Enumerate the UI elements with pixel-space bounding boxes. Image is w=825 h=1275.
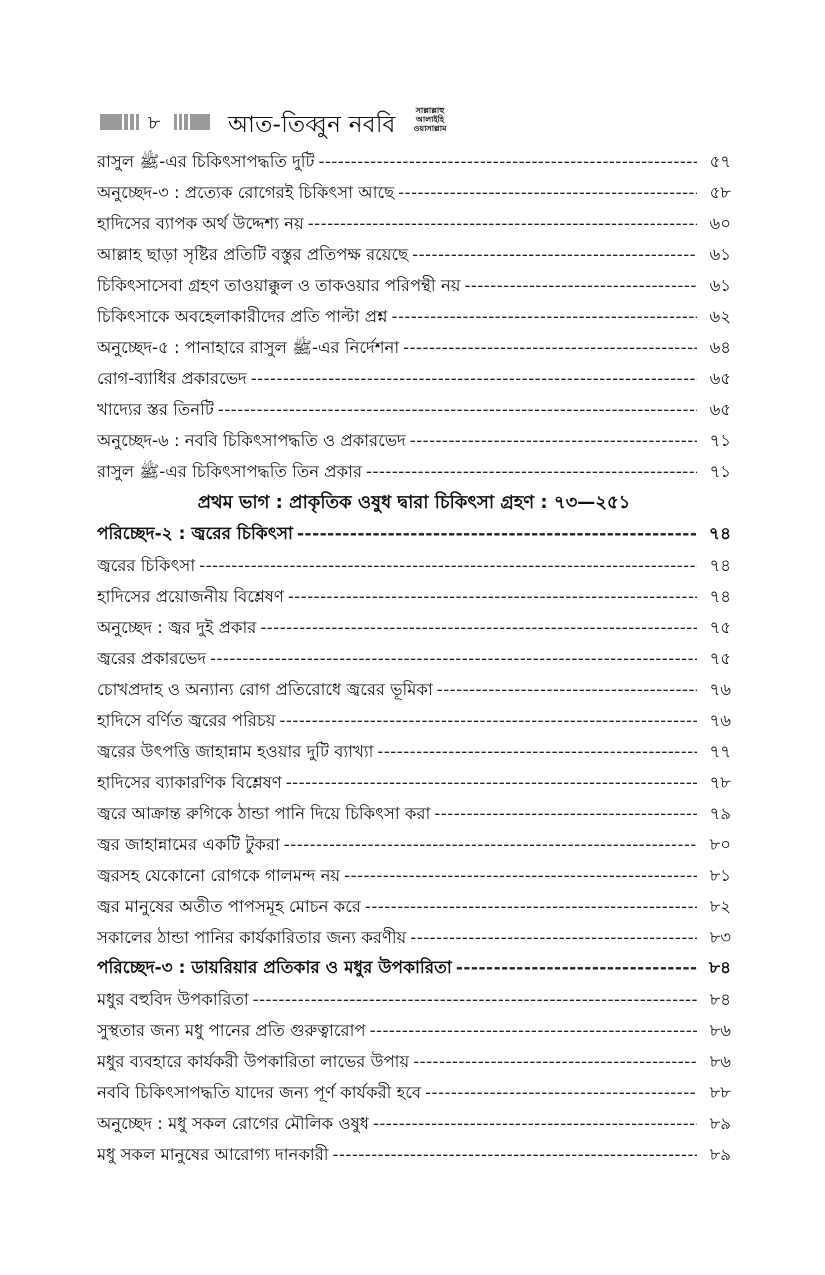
toc-entry-title: মধুর ব্যবহারে কার্যকরী উপকারিতা লাভের উপায় — [97, 1052, 410, 1071]
dash-leader — [297, 519, 697, 550]
toc-page-number: ৮১ — [709, 866, 731, 885]
dash-leader — [403, 332, 697, 363]
dash-leader — [344, 860, 697, 891]
toc-entry-title: অনুচ্ছেদ : জ্বর দুই প্রকার — [97, 618, 257, 637]
toc-page-number: ৮৬ — [709, 1021, 731, 1040]
dash-leader — [260, 612, 697, 643]
toc-row — [97, 394, 731, 425]
toc-row — [97, 425, 731, 456]
toc-row — [97, 1077, 731, 1108]
toc-page-number: ৭১ — [709, 431, 731, 450]
toc-entry-title: চিকিৎসাসেবা গ্রহণ তাওয়াক্কুল ও তাকওয়ার পরিপন্থী নয় — [97, 276, 461, 295]
toc-row — [97, 1139, 731, 1170]
toc-entry-title: অনুচ্ছেদ-৬ : নববি চিকিৎসাপদ্ধতি ও প্রকারভেদ — [97, 431, 406, 450]
toc-page-number: ৮০ — [709, 835, 731, 854]
toc-page-number: ৮৪ — [708, 958, 731, 978]
toc-page-number: ৬২ — [709, 307, 731, 326]
dash-leader — [398, 177, 697, 208]
dash-leader — [366, 456, 697, 487]
dash-leader — [413, 1046, 697, 1077]
page-number: ৮ — [148, 112, 161, 134]
honorific-calligraphy: সাল্লাল্লাহু আলাইহি ওয়াসাল্লাম — [413, 106, 447, 133]
toc-entry-title: অনুচ্ছেদ : মধু সকল রোগের মৌলিক ওষুধ — [97, 1114, 369, 1133]
toc-row — [97, 829, 731, 860]
toc-entry-title: হাদিসের প্রয়োজনীয় বিশ্লেষণ — [97, 587, 284, 606]
toc-entry-title: রাসুল ﷺ-এর চিকিৎসাপদ্ধতি তিন প্রকার — [97, 462, 363, 481]
dash-leader — [253, 984, 697, 1015]
toc-entry-title: জ্বরের উৎপত্তি জাহান্নাম হওয়ার দুটি ব্যাখ্যা — [97, 742, 374, 761]
toc-row — [97, 612, 731, 643]
toc-row — [97, 736, 731, 767]
toc-page-number: ৭৪ — [708, 524, 731, 544]
toc-entry-title: আল্লাহ ছাড়া সৃষ্টির প্রতিটি বস্তুর প্রতিপক্ষ রয়েছে — [97, 245, 409, 264]
toc-row — [97, 363, 731, 394]
toc-entry-title: হাদিসের ব্যাপক অর্থ উদ্দেশ্য নয় — [97, 214, 304, 233]
toc-page-number: ৬১ — [709, 245, 731, 264]
toc-page-number: ৭৭ — [709, 742, 731, 761]
toc-page-number: ৭৫ — [709, 618, 731, 637]
toc-page-number: ৭৪ — [709, 587, 731, 606]
toc-entry-title: অনুচ্ছেদ-৫ : পানাহারে রাসুল ﷺ-এর নির্দেশনা — [97, 338, 400, 357]
toc-row — [97, 456, 731, 487]
toc-page-number: ৬৫ — [709, 400, 731, 419]
toc-row — [97, 922, 731, 953]
toc-entry-title: সুস্থতার জন্য মধু পানের প্রতি গুরুত্বারোপ — [97, 1021, 366, 1040]
dash-leader — [391, 301, 697, 332]
toc-entry-title: চোখপ্রদাহ ও অন্যান্য রোগ প্রতিরোধে জ্বরের ভূমিকা — [97, 680, 433, 699]
toc-chapter-row — [97, 953, 731, 984]
dash-leader — [288, 581, 697, 612]
decorative-bars-left — [100, 114, 139, 130]
toc-row — [97, 1046, 731, 1077]
toc-entry-title: জ্বর মানুষের অতীত পাপসমূহ মোচন করে — [97, 897, 361, 916]
dash-leader — [333, 1139, 698, 1170]
dash-leader — [370, 1015, 697, 1046]
toc-row — [97, 208, 731, 239]
dash-leader — [425, 1077, 697, 1108]
toc-row — [97, 301, 731, 332]
running-header — [96, 106, 736, 136]
toc-entry-title: চিকিৎসাকে অবহেলাকারীদের প্রতি পাল্টা প্রশ্ন — [97, 307, 388, 326]
dash-leader — [199, 550, 697, 581]
dash-leader — [412, 239, 697, 270]
dash-leader — [410, 425, 697, 456]
toc-entry-title: জ্বর জাহান্নামের একটি টুকরা — [97, 835, 280, 854]
toc-page-number: ৮৬ — [709, 1052, 731, 1071]
toc-chapter-row — [97, 519, 731, 550]
toc-page-number: ৬৫ — [709, 369, 731, 388]
toc-row — [97, 239, 731, 270]
dash-leader — [456, 953, 697, 984]
dash-leader — [251, 363, 697, 394]
toc-entry-title: অনুচ্ছেদ-৩ : প্রত্যেক রোগেরই চিকিৎসা আছে — [97, 183, 395, 202]
toc-row — [97, 798, 731, 829]
toc-page-number: ৭৪ — [709, 556, 731, 575]
dash-leader — [377, 736, 697, 767]
dash-leader — [308, 208, 697, 239]
toc-group-1 — [97, 146, 731, 487]
toc-row — [97, 643, 731, 674]
toc-page-number: ৭৬ — [709, 711, 731, 730]
dash-leader — [464, 270, 697, 301]
toc-entry-title: হাদিসের ব্যাকারণিক বিশ্লেষণ — [97, 773, 282, 792]
section-title: প্রথম ভাগ : প্রাকৃতিক ওষুধ দ্বারা চিকিৎসা গ্রহণ : ৭৩—২৫১ — [197, 492, 631, 513]
toc-entry-title: সকালের ঠান্ডা পানির কার্যকারিতার জন্য করণীয় — [97, 928, 407, 947]
toc-row — [97, 146, 731, 177]
toc-row — [97, 270, 731, 301]
toc-row — [97, 891, 731, 922]
toc-page-number: ৮৩ — [709, 928, 731, 947]
toc-entry-title: রাসুল ﷺ-এর চিকিৎসাপদ্ধতি দুটি — [97, 152, 315, 171]
toc-page-number: ৭৮ — [709, 773, 731, 792]
toc-row — [97, 581, 731, 612]
toc-page-number: ৭৬ — [709, 680, 731, 699]
dash-leader — [218, 394, 697, 425]
toc-row — [97, 332, 731, 363]
toc-row — [97, 177, 731, 208]
dash-leader — [373, 1108, 697, 1139]
toc-row — [97, 705, 731, 736]
dash-leader — [434, 798, 697, 829]
toc-page-number: ৫৮ — [709, 183, 731, 202]
toc-row — [97, 767, 731, 798]
toc-page-number: ৭৯ — [709, 804, 731, 823]
toc-page-number: ৬১ — [709, 276, 731, 295]
toc-row — [97, 674, 731, 705]
toc-entry-title: হাদিসে বর্ণিত জ্বরের পরিচয় — [97, 711, 276, 730]
toc-row — [97, 1015, 731, 1046]
toc-page-number: ৬০ — [709, 214, 731, 233]
toc-row — [97, 984, 731, 1015]
toc-page-number: ৭৫ — [709, 649, 731, 668]
toc-entry-title: মধু সকল মানুষের আরোগ্য দানকারী — [97, 1145, 329, 1164]
dash-leader — [319, 146, 698, 177]
toc-entry-title: জ্বরের চিকিৎসা — [97, 556, 196, 575]
dash-leader — [437, 674, 697, 705]
toc-page-number: ৮৪ — [709, 990, 731, 1009]
toc-entry-title: নববি চিকিৎসাপদ্ধতি যাদের জন্য পূর্ণ কার্যকরী হবে — [97, 1083, 422, 1102]
dash-leader — [210, 643, 697, 674]
dash-leader — [410, 922, 697, 953]
decorative-bars-middle — [174, 114, 210, 130]
running-title: আত-তিব্বুন নববি — [228, 112, 396, 138]
toc-row — [97, 860, 731, 891]
toc-entry-title: পরিচ্ছেদ-২ : জ্বরের চিকিৎসা — [97, 524, 293, 544]
toc-entry-title: রোগ-ব্যাধির প্রকারভেদ — [97, 369, 247, 388]
dash-leader — [365, 891, 697, 922]
toc-page-number: ৭১ — [709, 462, 731, 481]
dash-leader — [279, 705, 697, 736]
toc-row — [97, 550, 731, 581]
toc-entry-title: পরিচ্ছেদ-৩ : ডায়রিয়ার প্রতিকার ও মধুর উপকারিতা — [97, 958, 452, 978]
dash-leader — [286, 767, 697, 798]
toc-group-2 — [97, 519, 731, 1170]
toc-entry-title: জ্বরের প্রকারভেদ — [97, 649, 207, 668]
toc-page-number: ৮৮ — [709, 1083, 731, 1102]
toc-page-number: ৮৯ — [709, 1145, 731, 1164]
dash-leader — [284, 829, 697, 860]
table-of-contents — [97, 146, 731, 1170]
toc-page-number: ৬৪ — [709, 338, 731, 357]
toc-page-number: ৮৯ — [709, 1114, 731, 1133]
toc-row — [97, 1108, 731, 1139]
toc-entry-title: খাদ্যের স্তর তিনটি — [97, 400, 214, 419]
toc-page-number: ৮২ — [709, 897, 731, 916]
toc-entry-title: মধুর বহুবিদ উপকারিতা — [97, 990, 249, 1009]
toc-page-number: ৫৭ — [709, 152, 731, 171]
toc-entry-title: জ্বরসহ যেকোনো রোগকে গালমন্দ নয় — [97, 866, 341, 885]
toc-entry-title: জ্বরে আক্রান্ত রুগিকে ঠান্ডা পানি দিয়ে চিকিৎসা করা — [97, 804, 431, 823]
